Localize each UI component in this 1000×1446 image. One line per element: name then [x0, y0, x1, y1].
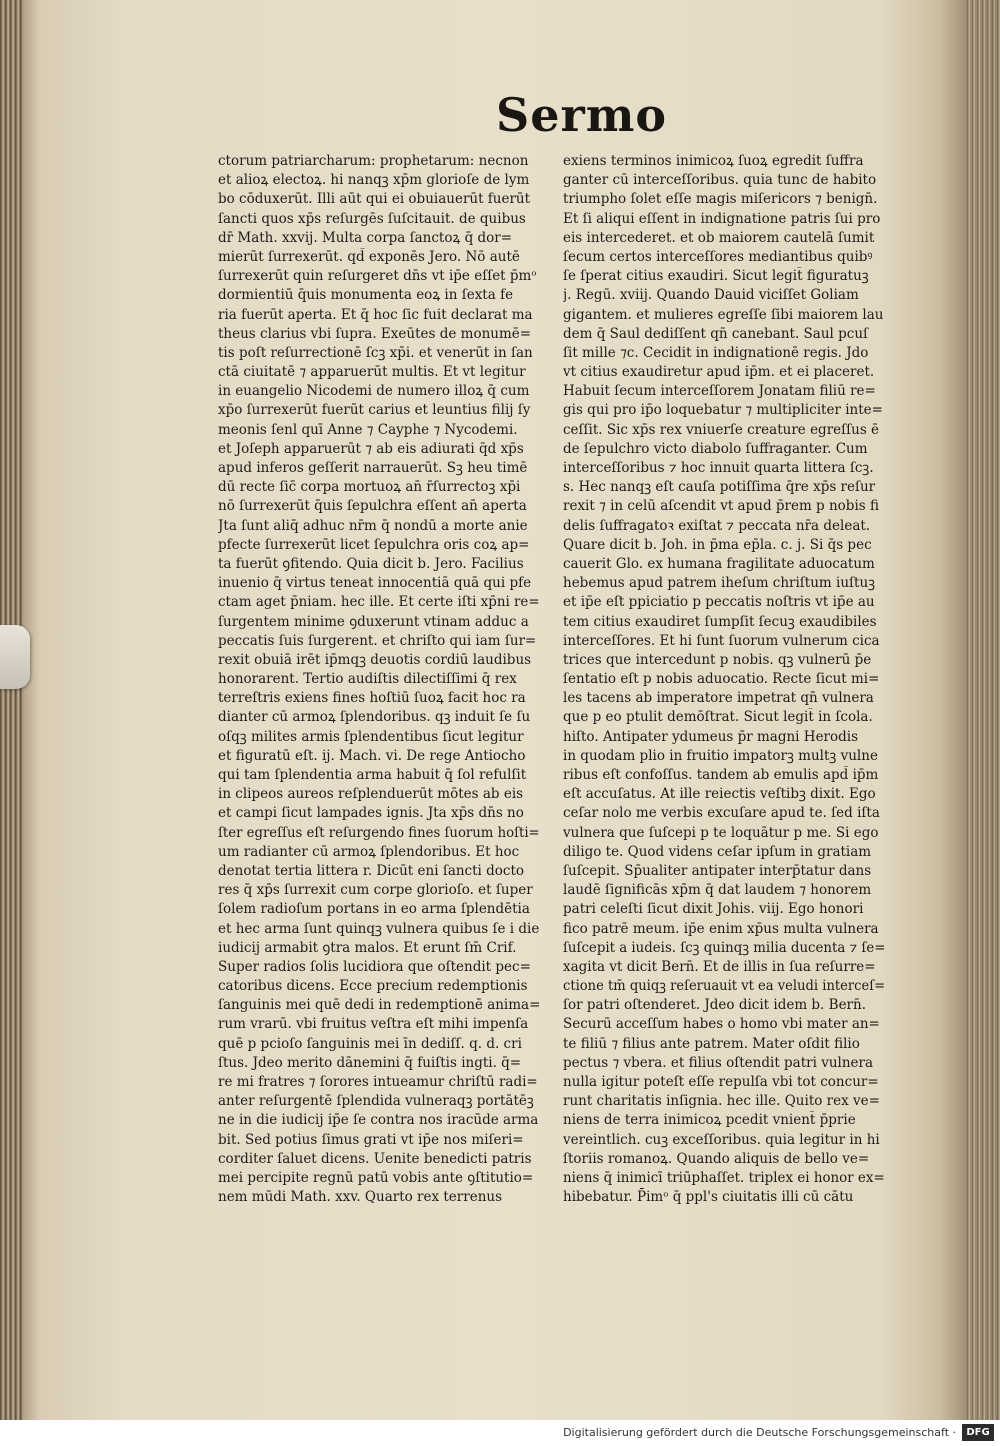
text-line: ſancti quos xp̄s reſurgēs ſuſcitauit. de quibus [218, 210, 526, 227]
text-line: rexit obuiā irēt ip̄mqꝫ deuotis cordiū laudibus [218, 651, 532, 668]
text-line: ſurgentem minime ꝯduxerunt vtinam adduc a [218, 613, 529, 630]
text-line: mierūt ſurrexerūt. qd̄ exponēs Jero. Nō autē [218, 248, 520, 265]
text-line: patri celeſti ſicut dixit Johis. viij. Ego honori [563, 901, 864, 918]
text-line: eis intercederet. et ob maiorem cautelā ſumit [563, 229, 875, 246]
text-line: ctorum patriarcharum: prophetarum: necnon [218, 153, 529, 169]
text-line: et hec arma ſunt quinqꝫ vulnera quibus ſe i die [218, 920, 540, 937]
text-line: inuenio q̄ virtus teneat innocentiā quā qui pfe [218, 575, 532, 592]
text-line: j. Regū. xviij. Quando Dauid viciſſet Goliam [563, 287, 859, 304]
text-line: pfecte ſurrexerūt licet ſepulchra oris coꝝ ap= [218, 536, 530, 553]
text-line: gigantem. et mulieres egreſſe ſibi maiorem lau [563, 306, 884, 323]
text-line: nulla igitur poteſt eſſe repulſa vbi tot concur= [563, 1074, 879, 1090]
text-line: delis ſuffragatoꝛ exiſtat ⁊ peccata nr̄a deleat. [563, 517, 871, 534]
text-line: dianter cū armoꝝ ſplendoribus. qꝫ induit ſe ſu [218, 709, 531, 726]
text-line: Quare dicit b. Joh. in p̄ma ep̄la. c. j. Si q̄s pec [563, 536, 872, 553]
text-line: re mi fratres ⁊ ſorores intueamur chriſtū radi= [218, 1074, 538, 1090]
text-line: et ip̄e eſt ppiciatio p peccatis noſtris vt ip̄e au [563, 594, 875, 611]
text-line: xp̄o ſurrexerūt fuerūt carius et leuntius filij ſy [218, 402, 531, 419]
text-line: ta fuerūt ꝯfitendo. Quia dicit b. Jero. Facilius [218, 555, 524, 572]
text-column-right [563, 152, 885, 1207]
text-line: hebemus apud patrem iheſum chriſtum iuſtuꝫ [563, 575, 876, 592]
text-line: ganter cū interceſſoribus. quia tunc de habito [563, 172, 877, 189]
text-line: laudē ſignificās xp̄m q̄ dat laudem ⁊ honorem [563, 882, 872, 899]
text-line: dem q̄ Saul dediſſent qn̄ canebant. Saul pcuſ [563, 325, 869, 342]
text-line: s. Hec nanqꝫ eſt cauſa potiſſima q̄re xp̄s reſur [563, 479, 876, 496]
text-line: Et ſi aliqui eſſent in indignatione patris ſui pro [563, 210, 881, 227]
text-line: terreſtris exiens fines hoſtiū ſuoꝝ facit hoc ra [218, 690, 526, 707]
text-line: rexit ⁊ in celū aſcendit vt apud p̄rem p nobis fi [563, 498, 879, 515]
text-line: Jta ſunt aliq̄ adhuc nr̄m q̄ nondū a morte anie [218, 517, 528, 534]
dfg-logo: DFG [962, 1424, 994, 1441]
text-line: et campi ſicut lampades ignis. Jta xp̄s dn̄s no [218, 805, 524, 822]
text-line: cauerit Glo. ex humana fragilitate aduocatum [563, 555, 875, 572]
text-line: et figuratū eſt. ij. Mach. vi. De rege Antiocho [218, 747, 526, 764]
text-line: ribus eſt confoſſus. tandem ab emulis apd̄ ip̄m [563, 767, 879, 783]
text-line: et alioꝝ electoꝝ. hi nanqꝫ xp̄m glorioſe de lym [218, 172, 530, 189]
text-line: ſter egreſſus eſt reſurgendo fines ſuorum hoſti= [218, 824, 540, 841]
text-line: anter reſurgentē ſplendida vulneraqꝫ portātēꝫ [218, 1093, 534, 1110]
text-line: ſuſcepit. Sp̄ualiter antipater interp̄tatur dans [563, 862, 872, 879]
text-line: catoribus dicens. Ecce precium redemptionis [218, 978, 528, 995]
text-line: qui tam ſplendentia arma habuit q̄ ſol refulſit [218, 767, 527, 783]
text-line: vulnera que ſuſcepi p te loquātur p me. Si ego [563, 824, 879, 841]
text-line: Securū acceſſum habes o homo vbi mater an= [563, 1016, 880, 1033]
text-line: apud inferos geſſerit narrauerūt. Sꝫ heu timē [218, 460, 528, 476]
text-line: niens q̄ inimicī triūphaſſet. triplex ei honor ex= [563, 1169, 885, 1186]
text-line: ſurrexerūt quin reſurgeret dn̄s vt ip̄e eſſet p̄mᵒ [218, 268, 537, 285]
text-line: te filiū ⁊ filius ante patrem. Mater oſdit filio [563, 1035, 860, 1052]
text-line: et Joſeph apparuerūt ⁊ ab eis adiurati q̄d xp̄s [218, 440, 524, 457]
text-line: ctam aget p̄niam. hec ille. Et certe iſti xp̄ni re= [218, 594, 540, 611]
text-line: oſqꝫ milites armis ſplendentibus ſicut legitur [218, 728, 524, 745]
text-line: honorarent. Tertio audiſtis dilectiſſimi q̄ rex [218, 671, 517, 688]
text-line: ſecum certos interceſſores mediantibus quibꝰ [563, 248, 873, 265]
text-line: ſor patri oſtenderet. Jdeo dicit idem b. Bern̄. [563, 997, 866, 1014]
text-line: xagita vt dicit Bern̄. Et de illis in ſua reſurre= [563, 958, 876, 975]
text-line: dū recte ſic̄ corpa mortuoꝝ an̄ r̄ſurrectoꝫ xp̄i [218, 479, 521, 496]
text-line: ſtoriis romanoꝝ. Quando aliquis de bello ve= [563, 1150, 870, 1167]
text-line: ſanguinis mei quē dedi in redemptionē anima= [218, 997, 540, 1014]
text-line: um radianter cū armoꝝ ſplendoribus. Et hoc [218, 843, 520, 860]
text-line: exiens terminos inimicoꝝ ſuoꝝ egredit ſuffra [563, 153, 864, 169]
funding-credit: Digitalisierung gefördert durch die Deutsche Forschungsgemeinschaft · [563, 1426, 956, 1439]
text-line: ſit mille ⁊c. Cecidit in indignationē regis. Jdo [563, 344, 869, 361]
text-line: que p eo ptulit demōſtrat. Sicut legit̄ in ſcola. [563, 709, 873, 726]
text-line: vt citius exaudiretur apud ip̄m. et ei placeret. [563, 364, 875, 381]
text-line: runt charitatis inſignia. hec ille. Quito rex ve= [563, 1093, 880, 1110]
text-line: denotat tertia littera r. Dicūt eni ſancti docto [218, 862, 525, 879]
text-line: ſolem radioſum portans in eo arma ſplendētia [218, 901, 530, 918]
text-line: pectus ⁊ vbera. et filius oſtendit patri vulnera [563, 1054, 874, 1071]
page-fore-edge [966, 0, 1000, 1420]
text-line: Habuit ſecum interceſſorem Jonatam filiū re= [563, 383, 876, 400]
text-line: ctione tm̄ quiqꝫ reſeruauit vt ea veludi interceſ= [563, 978, 885, 995]
text-line: diligo te. Quod videns ceſar ipſum in gratiam [563, 843, 872, 860]
text-line: ctā ciuitatē ⁊ apparuerūt multis. Et vt legitur [218, 364, 526, 381]
text-line: gis qui pro ip̄o loquebatur ⁊ multipliciter inte= [563, 402, 883, 419]
text-line: corditer ſaluet dicens. Uenite benedicti patris [218, 1150, 532, 1167]
text-line: interceſſoribus ⁊ hoc innuit quarta littera ſcꝫ. [563, 460, 874, 476]
text-line: interceſſores. Et hi ſunt ſuorum vulnerum cica [563, 632, 880, 649]
text-line: quē p pcioſo ſanguinis mei īn dediſſ. q. d. cri [218, 1035, 522, 1052]
text-line: eſt accuſatus. At ille reiectis veſtibꝫ dixit. Ego [563, 786, 876, 803]
text-line: vereintlich. cuꝫ exceſſoribus. quia legitur in hi [563, 1131, 880, 1148]
book-spine-edge [0, 0, 22, 1420]
text-line: de ſepulchro victo diabolo ſuffraganter. Cum [563, 440, 868, 457]
text-line: bit. Sed potius ſimus grati vt ip̄e nos miſeri= [218, 1131, 524, 1148]
text-line: niens de terra inimicoꝝ pcedit vnient̄ p̄prie [563, 1112, 856, 1129]
text-line: hiſto. Antipater ydumeus p̄r magni Herodis [563, 728, 859, 745]
text-line: meonis ſenl quī Anne ⁊ Cayphe ⁊ Nycodemi. [218, 421, 518, 438]
text-line: Super radios ſolis lucidiora que oſtendit pec= [218, 958, 531, 975]
footer-bar [0, 1420, 1000, 1446]
text-line: les tacens ab imperatore impetrat qn̄ vulnera [563, 690, 874, 707]
text-line: ſuſcepit a iudeis. ſcꝫ quinqꝫ milia ducenta ⁊ ſe= [563, 939, 885, 956]
text-line: rum vrarū. vbi fruitus veſtra eſt mihi impenſa [218, 1016, 529, 1033]
text-line: dr̄ Math. xxvij. Multa corpa ſanctoꝝ q̄ dor= [218, 229, 513, 246]
text-line: ſtus. Jdeo merito dānemini q̄ fuiſtis ingti. q̄= [218, 1054, 522, 1071]
text-column-left [218, 152, 540, 1207]
text-line: nem mūdi Math. xxv. Quarto rex terrenus [218, 1189, 503, 1206]
text-line: ceſar nolo me verbis excuſare apud te. ſed iſta [563, 805, 880, 822]
text-line: tem citius exaudiret ſumpſit ſecuꝫ exaudibiles [563, 613, 877, 630]
text-line: iudicij armabit ꝯtra malos. Et erunt ſm̄ Crif. [218, 939, 517, 956]
text-line: peccatis ſuis ſurgerent. et chriſto qui iam ſur= [218, 632, 537, 649]
text-line: ſentatio eſt p nobis aduocatio. Recte ſicut mi= [563, 671, 880, 688]
text-line: ne in die iudicij ip̄e ſe contra nos iracūde arma [218, 1112, 539, 1129]
text-line: mei percipite regnū patū vobis ante ꝯſtitutio= [218, 1169, 534, 1186]
text-line: ceſſit. Sic xp̄s rex vniuerſe creature egreſſus ē [563, 421, 880, 438]
text-line: hibebatur. P̄imᵒ q̄ ppl's ciuitatis illi cū cātu [563, 1189, 854, 1206]
text-line: trices que intercedunt p nobis. qꝫ vulnerū p̄e [563, 651, 872, 668]
text-line: ſe ſperat citius exaudiri. Sicut legit̄ figuratuꝫ [563, 268, 869, 285]
text-line: in clipeos aureos reſplenduerūt mōtes ab eis [218, 786, 524, 803]
text-line: tis poſt reſurrectionē ſcꝫ xp̄i. et venerūt in ſan [218, 344, 533, 361]
text-line: nō ſurrexerūt q̄uis ſepulchra eſſent an̄ aperta [218, 498, 527, 515]
text-line: in quodam plio in fruitio impatorꝫ multꝫ vulne [563, 747, 878, 764]
text-line: ria fuerūt aperta. Et q̄ hoc ſic fuit declarat ma [218, 306, 533, 323]
text-line: res q̄ xp̄s ſurrexit cum corpe glorioſo. et ſuper [218, 882, 533, 899]
text-line: in euangelio Nicodemi de numero illoꝝ q̄ cum [218, 383, 530, 400]
running-title: Sermo [496, 88, 668, 142]
text-line: theus clarius vbi ſupra. Exeūtes de monumē= [218, 325, 532, 342]
page-clip [0, 625, 30, 689]
text-line: fico patrē meum. ip̄e enim xp̄us multa vulnera [563, 920, 879, 937]
text-line: triumpho ſolet eſſe magis miſericors ⁊ benign̄. [563, 191, 878, 208]
text-line: dormientiū q̄uis monumenta eoꝝ in ſexta fe [218, 287, 514, 304]
text-line: bo cōduxerūt. Illi aūt qui ei obuiauerūt fuerūt [218, 191, 531, 208]
